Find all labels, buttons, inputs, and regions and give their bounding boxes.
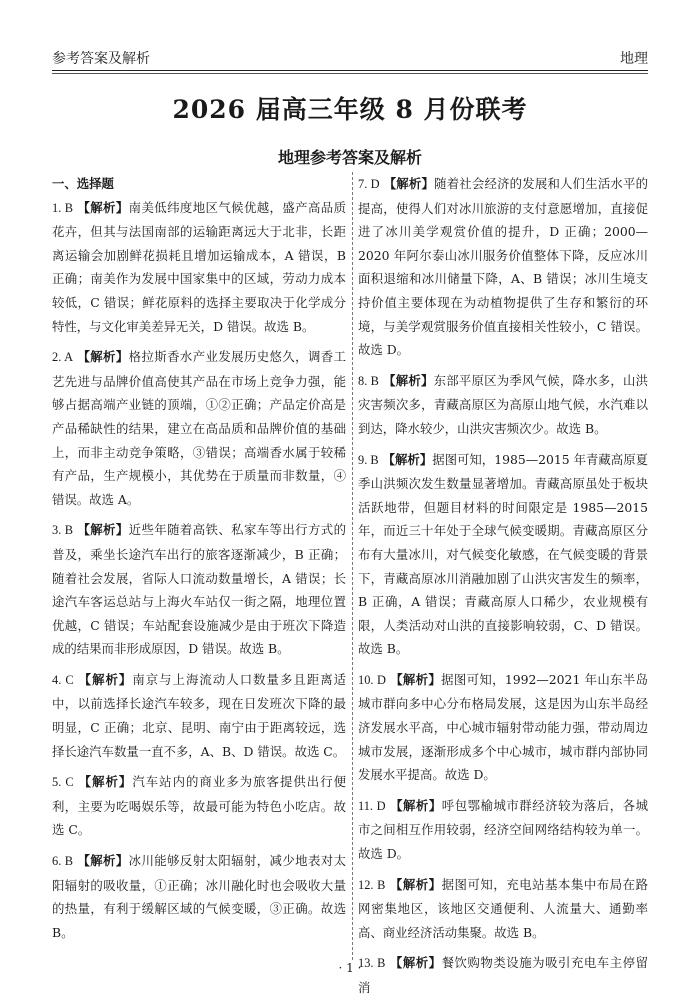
answer-item [358,668,648,787]
analysis-tag: 【解析】 [77,199,129,215]
answer-number: 8. B [358,373,379,388]
answer-item [358,172,648,362]
analysis-tag: 【解析】 [383,372,434,388]
analysis-text: 随着社会经济的发展和人们生活水平的提高，使得人们对冰川旅游的支付意愿增加，直接促进了冰川美学观赏价值的提升，D 正确；2000—2020 年阿尔泰山冰川服务价值整体下降，反应冰川面积退缩和冰川储量下降，A、B 错误；冰川生境支持价值主要体现在为动植物提供了生存和繁衍的环境，与美学观赏服务价值直接相关性较小，C 错误。故选 D。 [358,176,649,358]
answer-number: 1. B [52,200,74,215]
analysis-text: 据图可知，1992—2021 年山东半岛城市群向多中心分布格局发展，这是因为山东半岛经济发展水平高，中心城市辐射带动能力强，带动周边城市发展，逐渐形成多个中心城市，城市群内部协同发展水平提高。故选 D。 [358,671,648,783]
header-rule-thin [52,73,648,74]
answer-item [52,849,346,944]
page-title: 2026 届高三年级 8 月份联考 [172,95,528,124]
analysis-text: 格拉斯香水产业发展历史悠久，调香工艺先进与品牌价值高使其产品在市场上竞争力强，能够占据高端产业链的顶端，①②正确；产品定价高是产品稀缺性的结果，建立在高品质和品牌价值的基础上，而非主动竞争策略，③错误；高端香水属于较稀有产品，生产规模小，其优势在于质量而非数量，④错误。故选 A。 [52,349,346,507]
header-rule [52,70,648,71]
answer-number: 5. C [52,775,74,790]
analysis-tag: 【解析】 [389,955,442,971]
answer-item [52,345,346,511]
analysis-text: 呼包鄂榆城市群经济较为落后，各城市之间相互作用较弱，经济空间网络结构较为单一。故选 D。 [358,797,648,862]
right-column [358,172,648,1007]
analysis-text: 南京与上海流动人口数量多且距离适中，以前选择长途汽车较多，现在日发班次下降的最明显，C 正确；北京、昆明、南宁由于距离较远，选择长途汽车数量一直不多，A、B、D 错误。故选 C。 [52,671,347,759]
answer-item [52,196,346,339]
answer-number: 10. D [358,672,386,687]
analysis-text: 汽车站内的商业多为旅客提供出行便利，主要为吃喝娱乐等，故最可能为特色小吃店。故选 C。 [52,774,347,838]
answer-number: 13. B [358,956,386,971]
page-subtitle: 地理参考答案及解析 [277,148,422,167]
answer-item [358,369,648,441]
section-heading: 一、选择题 [52,176,114,191]
analysis-tag: 【解析】 [383,176,435,191]
analysis-tag: 【解析】 [77,853,129,869]
answer-number: 4. C [52,672,74,687]
answer-item [52,518,346,661]
answer-number: 7. D [358,177,380,191]
analysis-tag: 【解析】 [390,797,442,813]
header-subject: 地理 [620,51,648,67]
analysis-tag: 【解析】 [78,671,133,687]
answer-item [358,448,648,661]
answer-number: 3. B [52,523,74,538]
header-left-text: 参考答案及解析 [52,51,150,67]
answer-item [358,951,648,999]
answer-item [52,770,346,842]
analysis-tag: 【解析】 [389,876,442,892]
analysis-text: 南美低纬度地区气候优越，盛产高品质花卉，但其与法国南部的运输距离远大于北非，长距离运输会加剧鲜花损耗且增加运输成本，A 错误，B 正确；南美作为发展中国家集中的区域，劳动力成本较低，C 错误；鲜花原料的选择主要取决于化学成分特性，与文化审美差异无关，D 错误。故选 B。 [52,199,346,334]
column-divider [352,172,353,960]
answer-number: 9. B [358,452,379,467]
answer-item [358,873,648,945]
answer-number: 2. A [52,350,74,365]
page-number: · 1 · [338,961,362,975]
answer-item [52,668,346,763]
analysis-tag: 【解析】 [78,774,133,790]
analysis-tag: 【解析】 [77,522,129,538]
analysis-text: 据图可知，充电站基本集中布局在路网密集地区，该地区交通便利、人流量大、通勤率高、商业经济活动集聚。故选 B。 [358,876,648,940]
analysis-text: 东部平原区为季风气候，降水多，山洪灾害频次多，青藏高原区为高原山地气候，水汽难以到达，降水较少，山洪灾害频次少。故选 B。 [358,372,649,436]
answer-item [358,794,648,866]
page-header [52,38,648,68]
analysis-text: 冰川能够反射太阳辐射，减少地表对太阳辐射的吸收量，①正确；冰川融化时也会吸收大量的热量，有利于缓解区域的气候变暖，③正确。故选 B。 [52,853,346,940]
answer-number: 12. B [358,877,386,892]
answer-number: 6. B [52,854,74,869]
analysis-tag: 【解析】 [77,349,129,365]
answer-number: 11. D [358,798,386,813]
left-column [52,172,346,951]
analysis-text: 餐饮购物类设施为吸引充电车主停留消 [358,955,648,995]
analysis-text: 据图可知，1985—2015 年青藏高原夏季山洪频次发生数量显著增加。青藏高原虽处于板块活跃地带，但题目材料的时间限定是 1985—2015 年，而近三十年处于全球气候变暖期。青藏高原区分布有大量冰川，对气候变化敏感，在气候变暖的背景下，青藏高原冰川消融加剧了山洪灾害发生的频率，B 正确，A 错误；青藏高原人口稀少，农业规模有限，人类活动对山洪的直接影响较弱，C、D 错误。故选 B。 [358,451,648,657]
analysis-text: 近些年随着高铁、私家车等出行方式的普及，乘坐长途汽车出行的旅客逐渐减少，B 正确；随着社会发展，省际人口流动数量增长，A 错误；长途汽车客运总站与上海火车站仅一街之隔，地理位置优越，C 错误；车站配套设施减少是由于班次下降造成的结果而非形成原因，D 错误。故选 B。 [52,522,346,657]
analysis-tag: 【解析】 [382,451,433,467]
analysis-tag: 【解析】 [390,671,442,687]
